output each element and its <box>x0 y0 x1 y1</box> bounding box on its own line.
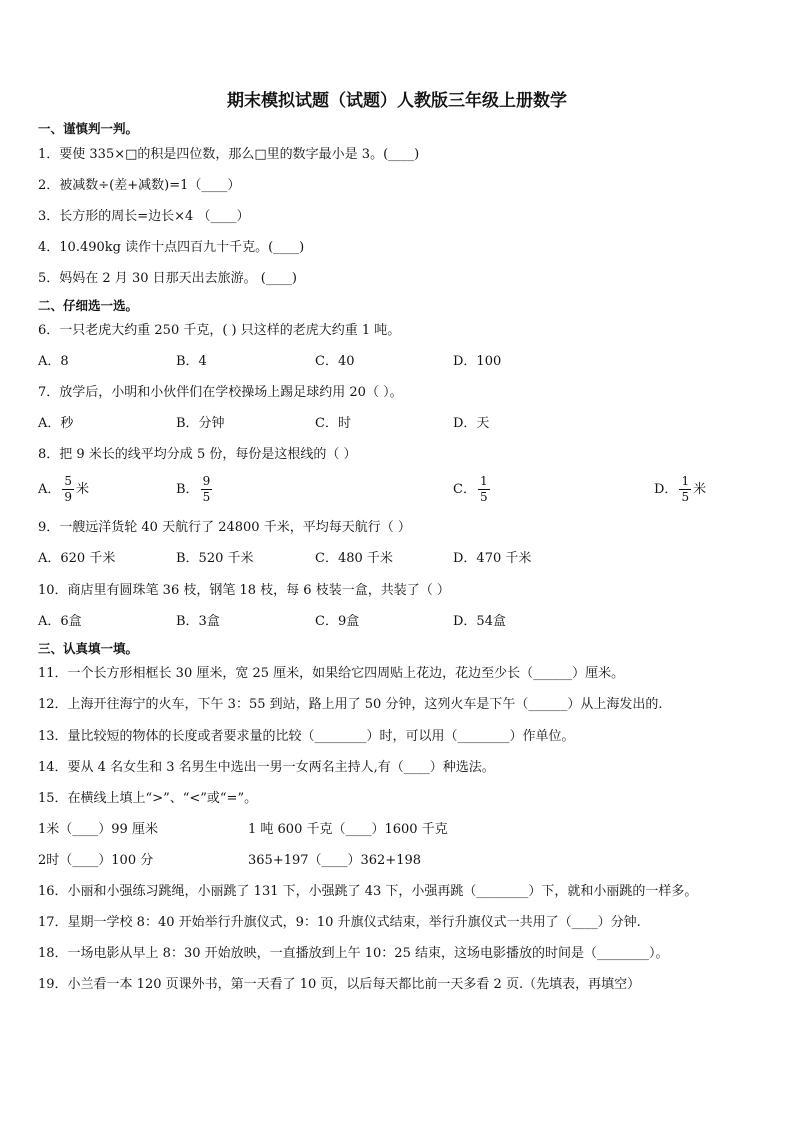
option-8b <box>176 474 214 505</box>
section-heading-3: 三、认真填一填。 <box>38 641 139 656</box>
question-14: 14．要从 4 名女生和 3 名男生中选出一男一女两名主持人,有（____）种选法。 <box>38 760 495 775</box>
question-16: 16．小丽和小强练习跳绳，小丽跳了 131 下，小强跳了 43 下，小强再跳（________）下，就和小丽跳的一样多。 <box>38 884 698 899</box>
fraction-8d-denominator: 5 <box>681 490 690 504</box>
question-3: 3．长方形的周长=边长×4 （____） <box>38 209 250 224</box>
fraction-8d <box>679 474 691 505</box>
question-7: 7．放学后，小明和小伙伴们在学校操场上踢足球约用 20（ ）。 <box>38 385 403 400</box>
fraction-8c-numerator: 1 <box>479 474 488 488</box>
question-10: 10．商店里有圆珠笔 36 枝，钢笔 18 枝，每 6 枝装一盒，共装了（ ） <box>38 583 450 598</box>
option-6d: D．100 <box>453 354 502 369</box>
question-1: 1．要使 335×□的积是四位数，那么□里的数字最小是 3。(____) <box>38 147 420 162</box>
fraction-8a-denominator: 9 <box>64 490 73 504</box>
fraction-8c <box>478 474 490 505</box>
question-18: 18．一场电影从早上 8：30 开始放映，一直播放到上午 10：25 结束，这场电影播放的时间是（________）。 <box>38 946 669 961</box>
option-10c: C．9盒 <box>315 614 360 629</box>
question-6: 6．一只老虎大约重 250 千克，( ) 只这样的老虎大约重 1 吨。 <box>38 323 401 338</box>
option-10b: B．3盒 <box>176 614 220 629</box>
question-19: 19．小兰看一本 120 页课外书，第一天看了 10 页，以后每天都比前一天多看 2 页.（先填表，再填空） <box>38 977 641 992</box>
fraction-8b-denominator: 5 <box>202 490 211 504</box>
fraction-8a-numerator: 5 <box>64 474 73 488</box>
question-8: 8．把 9 米长的线平均分成 5 份，每份是这根线的（ ） <box>38 447 357 462</box>
fraction-8d-numerator: 1 <box>681 474 690 488</box>
option-6c: C．40 <box>315 354 355 369</box>
fraction-8b <box>201 474 213 505</box>
fraction-8c-denominator: 5 <box>479 490 488 504</box>
option-10a: A．6盒 <box>38 614 82 629</box>
question-5: 5．妈妈在 2 月 30 日那天出去旅游。 (____) <box>38 271 297 286</box>
option-8c-label: C． <box>453 482 476 497</box>
question-15: 15．在横线上填上“>”、“<”或“=”。 <box>38 791 258 806</box>
q15-item-4: 365+197（____）362+198 <box>248 853 422 868</box>
section-heading-1: 一、谨慎判一判。 <box>38 121 139 136</box>
option-8a <box>38 474 89 505</box>
question-4: 4．10.490kg 读作十点四百九十千克。(____) <box>38 240 305 255</box>
option-6b: B．4 <box>176 354 207 369</box>
option-7d: D．天 <box>453 416 490 431</box>
question-9: 9．一艘远洋货轮 40 天航行了 24800 千米，平均每天航行（ ） <box>38 520 411 535</box>
question-11: 11．一个长方形相框长 30 厘米，宽 25 厘米，如果给它四周贴上花边，花边至少长（______）厘米。 <box>38 666 625 681</box>
option-9a: A．620 千米 <box>38 551 116 566</box>
option-8b-label: B． <box>176 482 199 497</box>
option-7b: B．分钟 <box>176 416 225 431</box>
option-9d: D．470 千米 <box>453 551 532 566</box>
option-8a-unit: 米 <box>76 482 90 497</box>
q15-item-3: 2时（____）100 分 <box>38 853 154 868</box>
option-8a-label: A． <box>38 482 61 497</box>
q15-item-1: 1米（____）99 厘米 <box>38 822 158 837</box>
fraction-8a <box>62 474 74 505</box>
option-10d: D．54盒 <box>453 614 506 629</box>
q15-item-2: 1 吨 600 千克（____）1600 千克 <box>248 822 448 837</box>
option-8d-label: D． <box>654 482 678 497</box>
fraction-8b-numerator: 9 <box>202 474 211 488</box>
question-12: 12．上海开往海宁的火车，下午 3：55 到站，路上用了 50 分钟，这列火车是下午（______）从上海发出的. <box>38 697 663 712</box>
option-9c: C．480 千米 <box>315 551 393 566</box>
option-8c <box>453 474 492 505</box>
option-9b: B．520 千米 <box>176 551 254 566</box>
option-7c: C．时 <box>315 416 351 431</box>
option-6a: A．8 <box>38 354 69 369</box>
option-8d <box>654 474 706 505</box>
option-7a: A．秒 <box>38 416 74 431</box>
section-heading-2: 二、仔细选一选。 <box>38 298 139 313</box>
question-13: 13．量比较短的物体的长度或者要求量的比较（________）时，可以用（________）作单位。 <box>38 729 575 744</box>
question-17: 17．星期一学校 8：40 开始举行升旗仪式，9：10 升旗仪式结束，举行升旗仪式一共用了（____）分钟. <box>38 915 641 930</box>
question-2: 2．被减数÷(差+减数)=1（____） <box>38 178 241 193</box>
page-title: 期末模拟试题（试题）人教版三年级上册数学 <box>227 91 567 111</box>
option-8d-unit: 米 <box>693 482 707 497</box>
